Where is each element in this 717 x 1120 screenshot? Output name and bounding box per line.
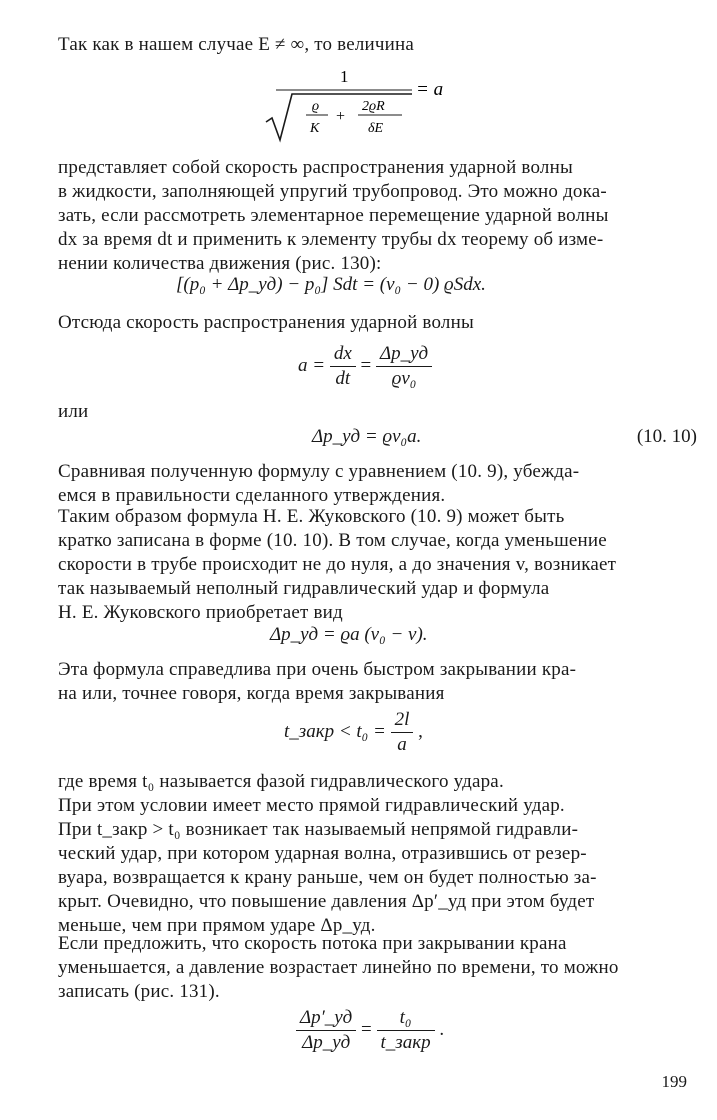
eq6-tail: , xyxy=(418,720,423,742)
paragraph-4: Эта формула справедлива при очень быстром закрывании кра- на или, точнее говоря, когда время закрывания xyxy=(58,659,577,704)
paragraph-3: Таким образом формула Н. Е. Жуковского (10. 9) может быть кратко записана в форме (10. 10). В том случае, когда уменьшение скорости в трубе происходит не до нуля, а до значения v, возникает так называемый неполный гидравлический удар и формула Н. Е. Жуковского приобретает вид xyxy=(58,506,617,623)
paragraph-7: При t_закр > t₀ возникает так называемый непрямой гидравли- ческий удар, при котором ударная волна, отразившись от резер- вуара, возвращается к крану раньше, чем он будет полностью за- крыт. Очевидно, что повышение давления Δp′_уд при этом будет меньше, чем при прямом ударе Δp_уд. xyxy=(58,819,597,936)
equation-wave-speed xyxy=(262,64,462,150)
eq7-tail: . xyxy=(439,1018,445,1040)
eq1-a-den: K xyxy=(310,121,320,136)
eq1-b-den: δE xyxy=(368,121,384,136)
paragraph-6: При этом условии имеет место прямой гидравлический удар. xyxy=(58,795,565,816)
eq7-equals: = xyxy=(361,1018,372,1040)
eq1-numerator: 1 xyxy=(340,67,349,86)
eq3-equals: = xyxy=(360,354,372,376)
page-number: 199 xyxy=(661,1072,687,1091)
eq3-lhs: a = xyxy=(298,354,326,376)
eq1-b-num: 2ϱR xyxy=(362,99,385,114)
equation-closing-time xyxy=(284,708,423,757)
line-otsyuda: Отсюда скорость распространения ударной волны xyxy=(58,312,474,333)
equation-10-10: Δp_уд = ϱv₀a. xyxy=(312,426,422,447)
eq3-fraction-2: $\frac{\Delta p\_уд}{\text{ϱv₀}}$ xyxy=(376,342,432,391)
equation-partial-hammer: Δp_уд = ϱa (v₀ − v). xyxy=(270,624,428,645)
eq7-fraction-2: $\frac{\text{t₀}}{\text{t\_закр}}$ xyxy=(377,1006,435,1055)
eq1-a-num: ϱ xyxy=(312,99,320,114)
eq1-rhs: = a xyxy=(416,79,444,100)
equation-wave-speed-graphic xyxy=(262,64,462,144)
paragraph-5: где время t₀ называется фазой гидравлического удара. xyxy=(58,771,504,792)
paragraph-1: представляет собой скорость распространения ударной волны в жидкости, заполняющей упругий трубопровод. Это можно дока- зать, если рассмотреть элементарное перемещение ударной волны dx за время dt и применить к элементу трубы dx теорему об изме- нении количества движения (рис. 130): xyxy=(58,157,609,274)
equation-number-10-10: (10. 10) xyxy=(636,426,697,447)
eq1-plus: + xyxy=(336,108,346,125)
word-ili: или xyxy=(58,401,89,422)
eq3-fraction-1: $\frac{dx}{dt}$ xyxy=(330,342,356,391)
eq6-fraction: $\frac{2l}{a}$ xyxy=(391,708,414,757)
equation-speed-fraction xyxy=(298,342,432,391)
eq6-lhs: t_закр < t₀ = xyxy=(284,720,386,742)
eq7-fraction-1: $\frac{\Delta p'\_уд}{\Delta p\_уд}$ xyxy=(296,1006,356,1055)
intro-line: Так как в нашем случае E ≠ ∞, то величина xyxy=(58,34,414,55)
equation-ratio xyxy=(296,1006,444,1055)
paragraph-8: Если предложить, что скорость потока при закрывании крана уменьшается, а давление возрастает линейно по времени, то можно записать (рис. 131). xyxy=(58,933,619,1002)
equation-momentum: [(p₀ + Δp_уд) − p₀] Sdt = (v₀ − 0) ϱSdx. xyxy=(176,274,486,295)
paragraph-2: Сравнивая полученную формулу с уравнением (10. 9), убежда- емся в правильности сделанного утверждения. xyxy=(58,461,580,506)
